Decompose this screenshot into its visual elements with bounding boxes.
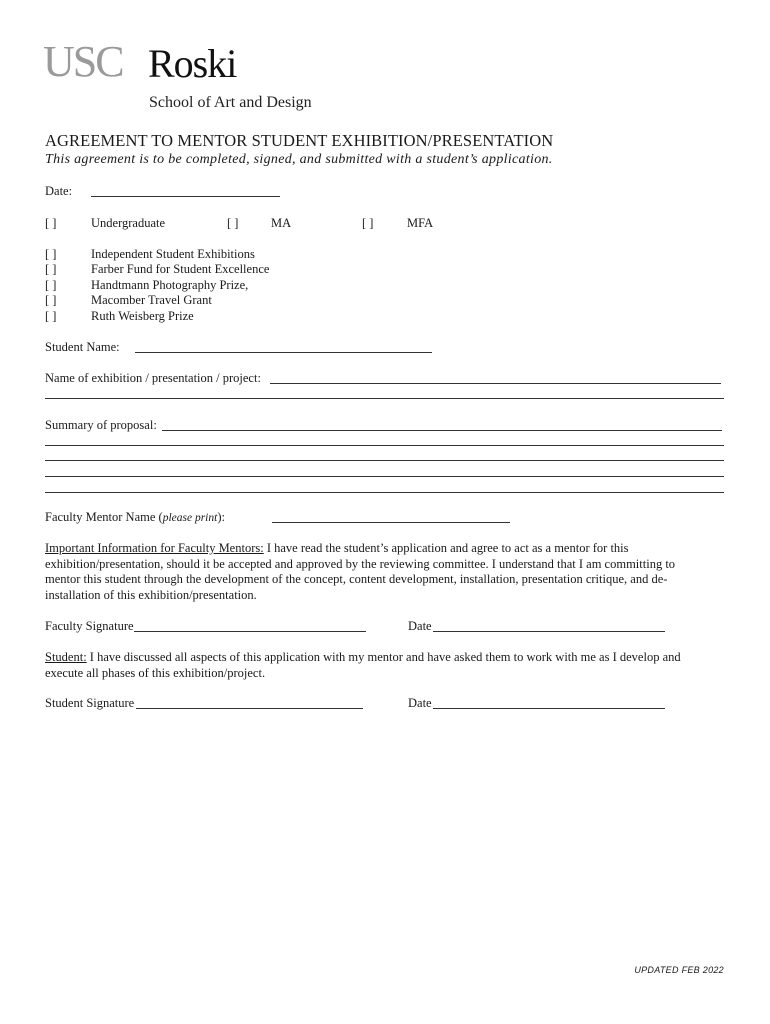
important-heading: Important Information for Faculty Mentors:	[45, 541, 264, 555]
summary-field-line[interactable]	[45, 445, 724, 446]
faculty-mentor-label: Faculty Mentor Name (please print):	[45, 510, 225, 524]
date-field[interactable]	[91, 196, 280, 197]
program-label: Farber Fund for Student Excellence	[91, 262, 270, 276]
roski-logo: Roski	[148, 41, 237, 86]
exhibition-field[interactable]	[270, 383, 721, 384]
student-date-label: Date	[408, 696, 432, 710]
degree-mfa-label: MFA	[407, 216, 434, 230]
date-label: Date:	[45, 184, 73, 198]
summary-field-line[interactable]	[45, 492, 724, 493]
faculty-signature-field[interactable]	[134, 631, 366, 632]
usc-logo: USC	[43, 37, 123, 86]
program-label: Independent Student Exhibitions	[91, 247, 255, 261]
form-title: AGREEMENT TO MENTOR STUDENT EXHIBITION/PRESENTATION	[45, 131, 554, 150]
student-date-field[interactable]	[433, 708, 665, 709]
checkbox-program[interactable]: [ ]	[45, 278, 57, 292]
student-name-label: Student Name:	[45, 340, 120, 354]
faculty-mentor-statement: Important Information for Faculty Mentors: I have read the student’s application and agree to act as a mentor for this exhibition/presentation, should it be accepted and approved by the reviewing committee. I understand that I am committing to mentor this student through the development of the concept, content development, installation, presentation critique, and de-installation of this exhibition/presentation.	[45, 541, 676, 602]
program-label: Ruth Weisberg Prize	[91, 309, 194, 323]
summary-label: Summary of proposal:	[45, 418, 157, 432]
checkbox-mfa[interactable]: [ ]	[362, 216, 374, 230]
updated-footer: UPDATED FEB 2022	[634, 965, 724, 975]
program-label: Handtmann Photography Prize,	[91, 278, 249, 292]
student-statement: Student: I have discussed all aspects of this application with my mentor and have asked them to work with me as I develop and execute all phases of this exhibition/project.	[45, 650, 681, 680]
student-signature-label: Student Signature	[45, 696, 135, 710]
checkbox-undergraduate[interactable]: [ ]	[45, 216, 57, 230]
summary-field[interactable]	[162, 430, 722, 431]
program-label: Macomber Travel Grant	[91, 293, 212, 307]
exhibition-field-line2[interactable]	[45, 398, 724, 399]
checkbox-program[interactable]: [ ]	[45, 309, 57, 323]
checkbox-ma[interactable]: [ ]	[227, 216, 239, 230]
faculty-date-field[interactable]	[433, 631, 665, 632]
school-name: School of Art and Design	[149, 94, 312, 111]
degree-undergraduate-label: Undergraduate	[91, 216, 166, 230]
summary-field-line[interactable]	[45, 460, 724, 461]
exhibition-label: Name of exhibition / presentation / project:	[45, 371, 261, 385]
student-signature-field[interactable]	[136, 708, 363, 709]
student-name-field[interactable]	[135, 352, 432, 353]
form-subtitle: This agreement is to be completed, signed, and submitted with a student’s application.	[45, 152, 553, 167]
degree-ma-label: MA	[271, 216, 292, 230]
checkbox-program[interactable]: [ ]	[45, 262, 57, 276]
faculty-mentor-field[interactable]	[272, 522, 510, 523]
faculty-signature-label: Faculty Signature	[45, 619, 134, 633]
summary-field-line[interactable]	[45, 476, 724, 477]
checkbox-program[interactable]: [ ]	[45, 247, 57, 261]
faculty-date-label: Date	[408, 619, 432, 633]
checkbox-program[interactable]: [ ]	[45, 293, 57, 307]
student-heading: Student:	[45, 650, 87, 664]
